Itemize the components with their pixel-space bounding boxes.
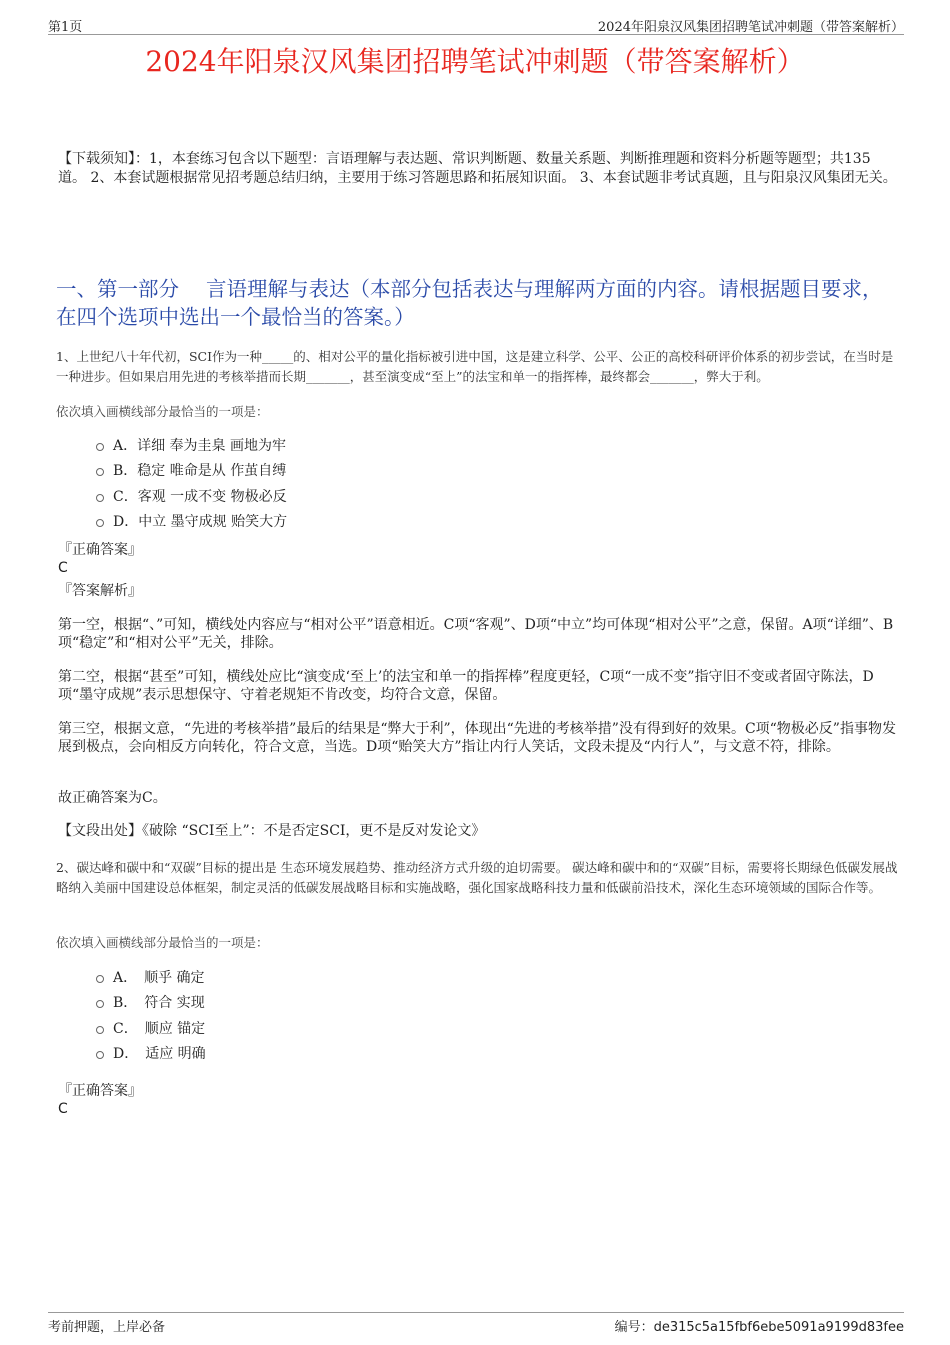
radio-icon[interactable] [96,1000,104,1008]
q1-option-d[interactable] [96,509,287,535]
q2-answer-label: 『正确答案』 [58,1083,142,1099]
q1-conclusion: 故正确答案为C。 [58,790,167,806]
download-notice: 【下载须知】：1，本套练习包含以下题型：言语理解与表达题、常识判断题、数量关系题、判断推理题和资料分析题等题型；共135道。 2、本套试题根据常见招考题总结归纳，主要用于练习答题思路和拓展知识面。 3、本套试题非考试真题，且与阳泉汉风集团无关。 [58,151,897,186]
q1-stem: 1、上世纪八十年代初，SCI作为一种_____的、相对公平的量化指标被引进中国，这是建立科学、公平、公正的高校科研评价体系的初步尝试，在当时是一种进步。但如果启用先进的考核举措而长期_______，甚至演变成“至上”的法宝和单一的指挥棒，最终都会_______，弊大于利。 [56,349,894,384]
radio-icon[interactable] [96,1026,104,1034]
header-doc-title: 2024年阳泉汉风集团招聘笔试冲刺题（带答案解析） [597,20,904,35]
footer-code [615,1316,904,1335]
option-label: D． 适应 明确 [113,1046,206,1063]
q2-stem: 2、碳达峰和碳中和“双碳”目标的提出是 生态环境发展趋势、推动经济方式升级的迫切需要。 碳达峰和碳中和的“双碳”目标，需要将长期绿色低碳发展战略纳入美丽中国建设总体框架，制定灵活的低碳发展战略目标和实施战略，强化国家战略科技力量和低碳前沿技术，深化生态环境领域的国际合作等。 [56,860,898,895]
footer-slogan: 考前押题，上岸必备 [48,1320,166,1335]
radio-icon[interactable] [96,975,104,983]
q2-options [96,964,206,1066]
q1-analysis-label: 『答案解析』 [58,583,142,599]
footer-code-value: de315c5a15fbf6ebe5091a9199d83fee [653,1320,904,1335]
q2-prompt: 依次填入画横线部分最恰当的一项是： [56,935,269,950]
page-footer [48,1312,904,1337]
radio-icon[interactable] [96,494,104,502]
q1-option-a[interactable] [96,432,287,458]
radio-icon[interactable] [96,1051,104,1059]
q1-answer: C [58,560,68,576]
footer-code-label: 编号： [614,1320,654,1335]
q1-answer-label: 『正确答案』 [58,542,142,558]
q2-option-b[interactable] [96,990,206,1016]
q1-explanation-3: 第三空，根据文意，“先进的考核举措”最后的结果是“弊大于利”，体现出“先进的考核举措”没有得到好的效果。C项“物极必反”指事物发展到极点，会向相反方向转化，符合文意，当选。D项“贻笑大方”指让内行人笑话，文段未提及“内行人”，与文意不符，排除。 [58,721,896,755]
radio-icon[interactable] [96,443,104,451]
q1-source: 【文段出处】《破除 “SCI至上”：不是否定SCI，更不是反对发论文》 [58,823,486,839]
option-label: A．详细 奉为圭臬 画地为牢 [113,437,287,454]
q1-options [96,432,287,534]
option-label: C． 顺应 锚定 [113,1020,206,1037]
q1-explanation-2: 第二空，根据“甚至”可知，横线处应比“演变成‘至上’的法宝和单一的指挥棒”程度更轻，C项“一成不变”指守旧不变或者固守陈法，D项“墨守成规”表示思想保守、守着老规矩不肯改变，均符合文意，保留。 [58,669,874,703]
q2-option-d[interactable] [96,1041,206,1067]
page-header [48,14,904,35]
q1-option-c[interactable] [96,483,287,509]
q1-option-b[interactable] [96,458,287,484]
q1-explanation-1: 第一空，根据“、”可知，横线处内容应与“相对公平”语意相近。C项“客观”、D项“中立”均可体现“相对公平”之意，保留。A项“详细”、B项“稳定”和“相对公平”无关，排除。 [58,617,894,651]
radio-icon[interactable] [96,519,104,527]
q2-option-a[interactable] [96,964,206,990]
option-label: D．中立 墨守成规 贻笑大方 [113,514,288,531]
page-number: 第1页 [48,20,83,35]
option-label: B．稳定 唯命是从 作茧自缚 [113,463,287,480]
option-label: C．客观 一成不变 物极必反 [113,488,287,505]
radio-icon[interactable] [96,468,104,476]
q2-option-c[interactable] [96,1015,206,1041]
option-label: B． 符合 实现 [113,995,205,1012]
option-label: A． 顺乎 确定 [113,969,205,986]
q2-answer: C [58,1101,68,1117]
section-heading: 一、第一部分 言语理解与表达（本部分包括表达与理解两方面的内容。请根据题目要求，在四个选项中选出一个最恰当的答案。） [56,277,883,329]
q1-prompt: 依次填入画横线部分最恰当的一项是： [56,404,269,419]
document-title: 2024年阳泉汉风集团招聘笔试冲刺题（带答案解析） [145,45,805,78]
